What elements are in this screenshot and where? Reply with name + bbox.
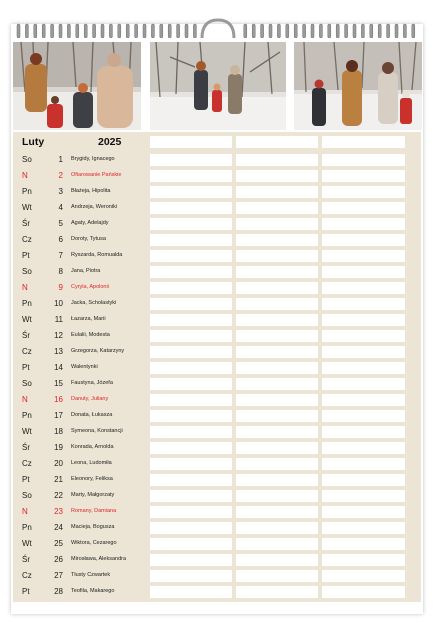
name-day-text: Jacka, Scholastyki [71,300,117,306]
name-day-text: Danuty, Juliany [71,396,109,402]
day-number: 18 [54,427,63,436]
note-cell[interactable] [150,266,232,278]
day-number: 2 [58,171,63,180]
day-number: 20 [54,459,63,468]
note-cell[interactable] [322,378,405,390]
note-cell[interactable] [150,154,232,166]
note-cell[interactable] [150,442,232,454]
day-row [13,168,421,184]
weekday-label: So [22,491,32,500]
day-row [13,280,421,296]
family-walking-snow-photo [13,42,141,130]
weekday-label: Pn [22,299,32,308]
day-row [13,472,421,488]
name-day-text: Ofiarowanie Pańskie [71,172,122,178]
note-cell[interactable] [236,346,318,358]
day-row [13,408,421,424]
day-number: 1 [58,155,63,164]
photo-strip [13,42,422,130]
weekday-label: Wt [22,539,32,548]
note-cell[interactable] [322,170,405,182]
day-number: 17 [54,411,63,420]
day-row [13,456,421,472]
note-cell[interactable] [322,330,405,342]
name-day-text: Macieja, Bogusza [71,524,115,530]
note-cell[interactable] [236,282,318,294]
note-cell[interactable] [322,538,405,550]
note-cell[interactable] [322,362,405,374]
weekday-label: Pt [22,587,30,596]
day-number: 24 [54,523,63,532]
day-number: 15 [54,379,63,388]
month-title: Luty [22,136,45,148]
weekday-label: N [22,507,28,516]
day-number: 3 [58,187,63,196]
name-day-text: Wiktora, Cezarego [71,540,117,546]
note-cell[interactable] [236,154,318,166]
day-number: 26 [54,555,63,564]
day-number: 23 [54,507,63,516]
note-cell[interactable] [322,458,405,470]
note-cell[interactable] [322,490,405,502]
note-cell[interactable] [150,506,232,518]
name-day-text: Grzegorza, Katarzyny [71,348,125,354]
note-cell[interactable] [322,186,405,198]
weekday-label: Wt [22,427,32,436]
name-day-text: Walentynki [71,364,98,370]
note-cell[interactable] [322,522,405,534]
day-number: 8 [58,267,63,276]
day-number: 7 [58,251,63,260]
note-cell[interactable] [236,570,318,582]
header-note-cell[interactable] [150,136,232,148]
note-cell[interactable] [150,586,232,598]
weekday-label: Cz [22,235,32,244]
note-cell[interactable] [150,282,232,294]
note-cell[interactable] [322,266,405,278]
name-day-text: Eleonory, Feliksa [71,476,113,482]
note-cell[interactable] [322,394,405,406]
spiral-binding [14,18,421,38]
weekday-label: N [22,171,28,180]
day-number: 10 [54,299,63,308]
day-row [13,152,421,168]
calendar-grid [13,132,421,602]
day-row [13,248,421,264]
note-cell[interactable] [150,474,232,486]
note-cell[interactable] [322,426,405,438]
day-row [13,360,421,376]
weekday-label: N [22,395,28,404]
note-cell[interactable] [236,250,318,262]
day-number: 28 [54,587,63,596]
name-day-text: Cyryla, Apolonii [71,284,109,290]
weekday-label: Śr [22,555,30,564]
day-row [13,584,421,600]
weekday-label: Pn [22,523,32,532]
note-cell[interactable] [236,458,318,470]
note-cell[interactable] [322,506,405,518]
note-cell[interactable] [322,554,405,566]
note-cell[interactable] [322,202,405,214]
note-cell[interactable] [236,266,318,278]
header-note-cell[interactable] [236,136,318,148]
name-day-text: Doroty, Tytusa [71,236,106,242]
day-number: 9 [58,283,63,292]
note-cell[interactable] [150,314,232,326]
weekday-label: Wt [22,315,32,324]
name-day-text: Jana, Piotra [71,268,101,274]
name-day-text: Symeona, Konstancji [71,428,123,434]
weekday-label: Pt [22,251,30,260]
weekday-label: So [22,379,32,388]
calendar-header [13,132,421,152]
day-row [13,216,421,232]
weekday-label: Cz [22,347,32,356]
day-rows [13,152,421,600]
day-row [13,296,421,312]
name-day-text: Faustyna, Józefa [71,380,113,386]
name-day-text: Donata, Łukasza [71,412,113,418]
note-cell[interactable] [236,314,318,326]
note-cell[interactable] [236,474,318,486]
weekday-label: So [22,267,32,276]
note-cell[interactable] [150,234,232,246]
note-cell[interactable] [150,410,232,422]
weekday-label: Śr [22,219,30,228]
day-row [13,440,421,456]
day-number: 4 [58,203,63,212]
name-day-text: Konrada, Arnolda [71,444,114,450]
day-number: 5 [58,219,63,228]
weekday-label: Pn [22,187,32,196]
note-cell[interactable] [150,250,232,262]
note-cell[interactable] [322,442,405,454]
note-cell[interactable] [150,362,232,374]
name-day-text: Leona, Ludomiła [71,460,112,466]
weekday-label: Cz [22,459,32,468]
day-row [13,520,421,536]
note-cell[interactable] [236,538,318,550]
note-cell[interactable] [322,154,405,166]
weekday-label: So [22,155,32,164]
note-cell[interactable] [150,490,232,502]
day-row [13,424,421,440]
day-number: 22 [54,491,63,500]
day-number: 19 [54,443,63,452]
day-row [13,504,421,520]
weekday-label: Cz [22,571,32,580]
note-cell[interactable] [322,250,405,262]
note-cell[interactable] [236,410,318,422]
note-cell[interactable] [236,506,318,518]
day-row [13,264,421,280]
note-cell[interactable] [150,394,232,406]
note-cell[interactable] [236,554,318,566]
weekday-label: Pn [22,411,32,420]
day-row [13,536,421,552]
name-day-text: Andrzeja, Weroniki [71,204,118,210]
note-cell[interactable] [236,522,318,534]
header-note-cell[interactable] [322,136,405,148]
year-title: 2025 [98,136,122,148]
note-cell[interactable] [322,314,405,326]
day-row [13,488,421,504]
note-cell[interactable] [150,330,232,342]
day-row [13,232,421,248]
weekday-label: N [22,283,28,292]
note-cell[interactable] [236,218,318,230]
name-day-text: Romany, Damiana [71,508,117,514]
day-number: 6 [58,235,63,244]
name-day-text: Marty, Małgorzaty [71,492,115,498]
day-number: 21 [54,475,63,484]
weekday-label: Pt [22,475,30,484]
name-day-text: Brygidy, Ignacego [71,156,115,162]
note-cell[interactable] [236,234,318,246]
weekday-label: Wt [22,203,32,212]
note-cell[interactable] [322,234,405,246]
note-cell[interactable] [322,410,405,422]
note-cell[interactable] [322,570,405,582]
note-cell[interactable] [150,298,232,310]
day-number: 25 [54,539,63,548]
day-number: 13 [54,347,63,356]
note-cell[interactable] [150,202,232,214]
note-cell[interactable] [150,378,232,390]
name-day-text: Łazarza, Marii [71,316,106,322]
note-cell[interactable] [322,218,405,230]
note-cell[interactable] [236,586,318,598]
name-day-text: Ryszarda, Romualda [71,252,123,258]
day-row [13,200,421,216]
note-cell[interactable] [150,218,232,230]
note-cell[interactable] [236,186,318,198]
note-cell[interactable] [322,282,405,294]
name-day-text: Mirosława, Aleksandra [71,556,127,562]
note-cell[interactable] [150,570,232,582]
note-cell[interactable] [322,346,405,358]
note-cell[interactable] [150,186,232,198]
note-cell[interactable] [150,170,232,182]
note-cell[interactable] [150,458,232,470]
note-cell[interactable] [150,346,232,358]
day-row [13,392,421,408]
day-row [13,184,421,200]
note-cell[interactable] [236,362,318,374]
weekday-label: Śr [22,443,30,452]
note-cell[interactable] [322,474,405,486]
day-row [13,568,421,584]
note-cell[interactable] [236,170,318,182]
note-cell[interactable] [322,298,405,310]
day-number: 14 [54,363,63,372]
note-cell[interactable] [322,586,405,598]
day-row [13,344,421,360]
day-row [13,312,421,328]
note-cell[interactable] [236,202,318,214]
family-playing-snow-photo [294,42,422,130]
note-cell[interactable] [150,538,232,550]
children-snowy-forest-photo [150,42,286,130]
name-day-text: Błażeja, Hipolita [71,188,111,194]
day-row [13,328,421,344]
name-day-text: Teofila, Makarego [71,588,115,594]
weekday-label: Śr [22,331,30,340]
day-number: 12 [54,331,63,340]
note-cell[interactable] [150,554,232,566]
note-cell[interactable] [236,378,318,390]
note-cell[interactable] [236,394,318,406]
note-cell[interactable] [236,426,318,438]
note-cell[interactable] [236,298,318,310]
day-number: 16 [54,395,63,404]
day-row [13,552,421,568]
note-cell[interactable] [236,490,318,502]
day-number: 27 [54,571,63,580]
day-number: 11 [54,315,63,324]
day-row [13,376,421,392]
name-day-text: Agaty, Adelajdy [71,220,109,226]
weekday-label: Pt [22,363,30,372]
note-cell[interactable] [150,426,232,438]
name-day-text: Eulalii, Modesta [71,332,110,338]
note-cell[interactable] [236,330,318,342]
note-cell[interactable] [236,442,318,454]
note-cell[interactable] [150,522,232,534]
name-day-text: Tłusty Czwartek [71,572,111,578]
